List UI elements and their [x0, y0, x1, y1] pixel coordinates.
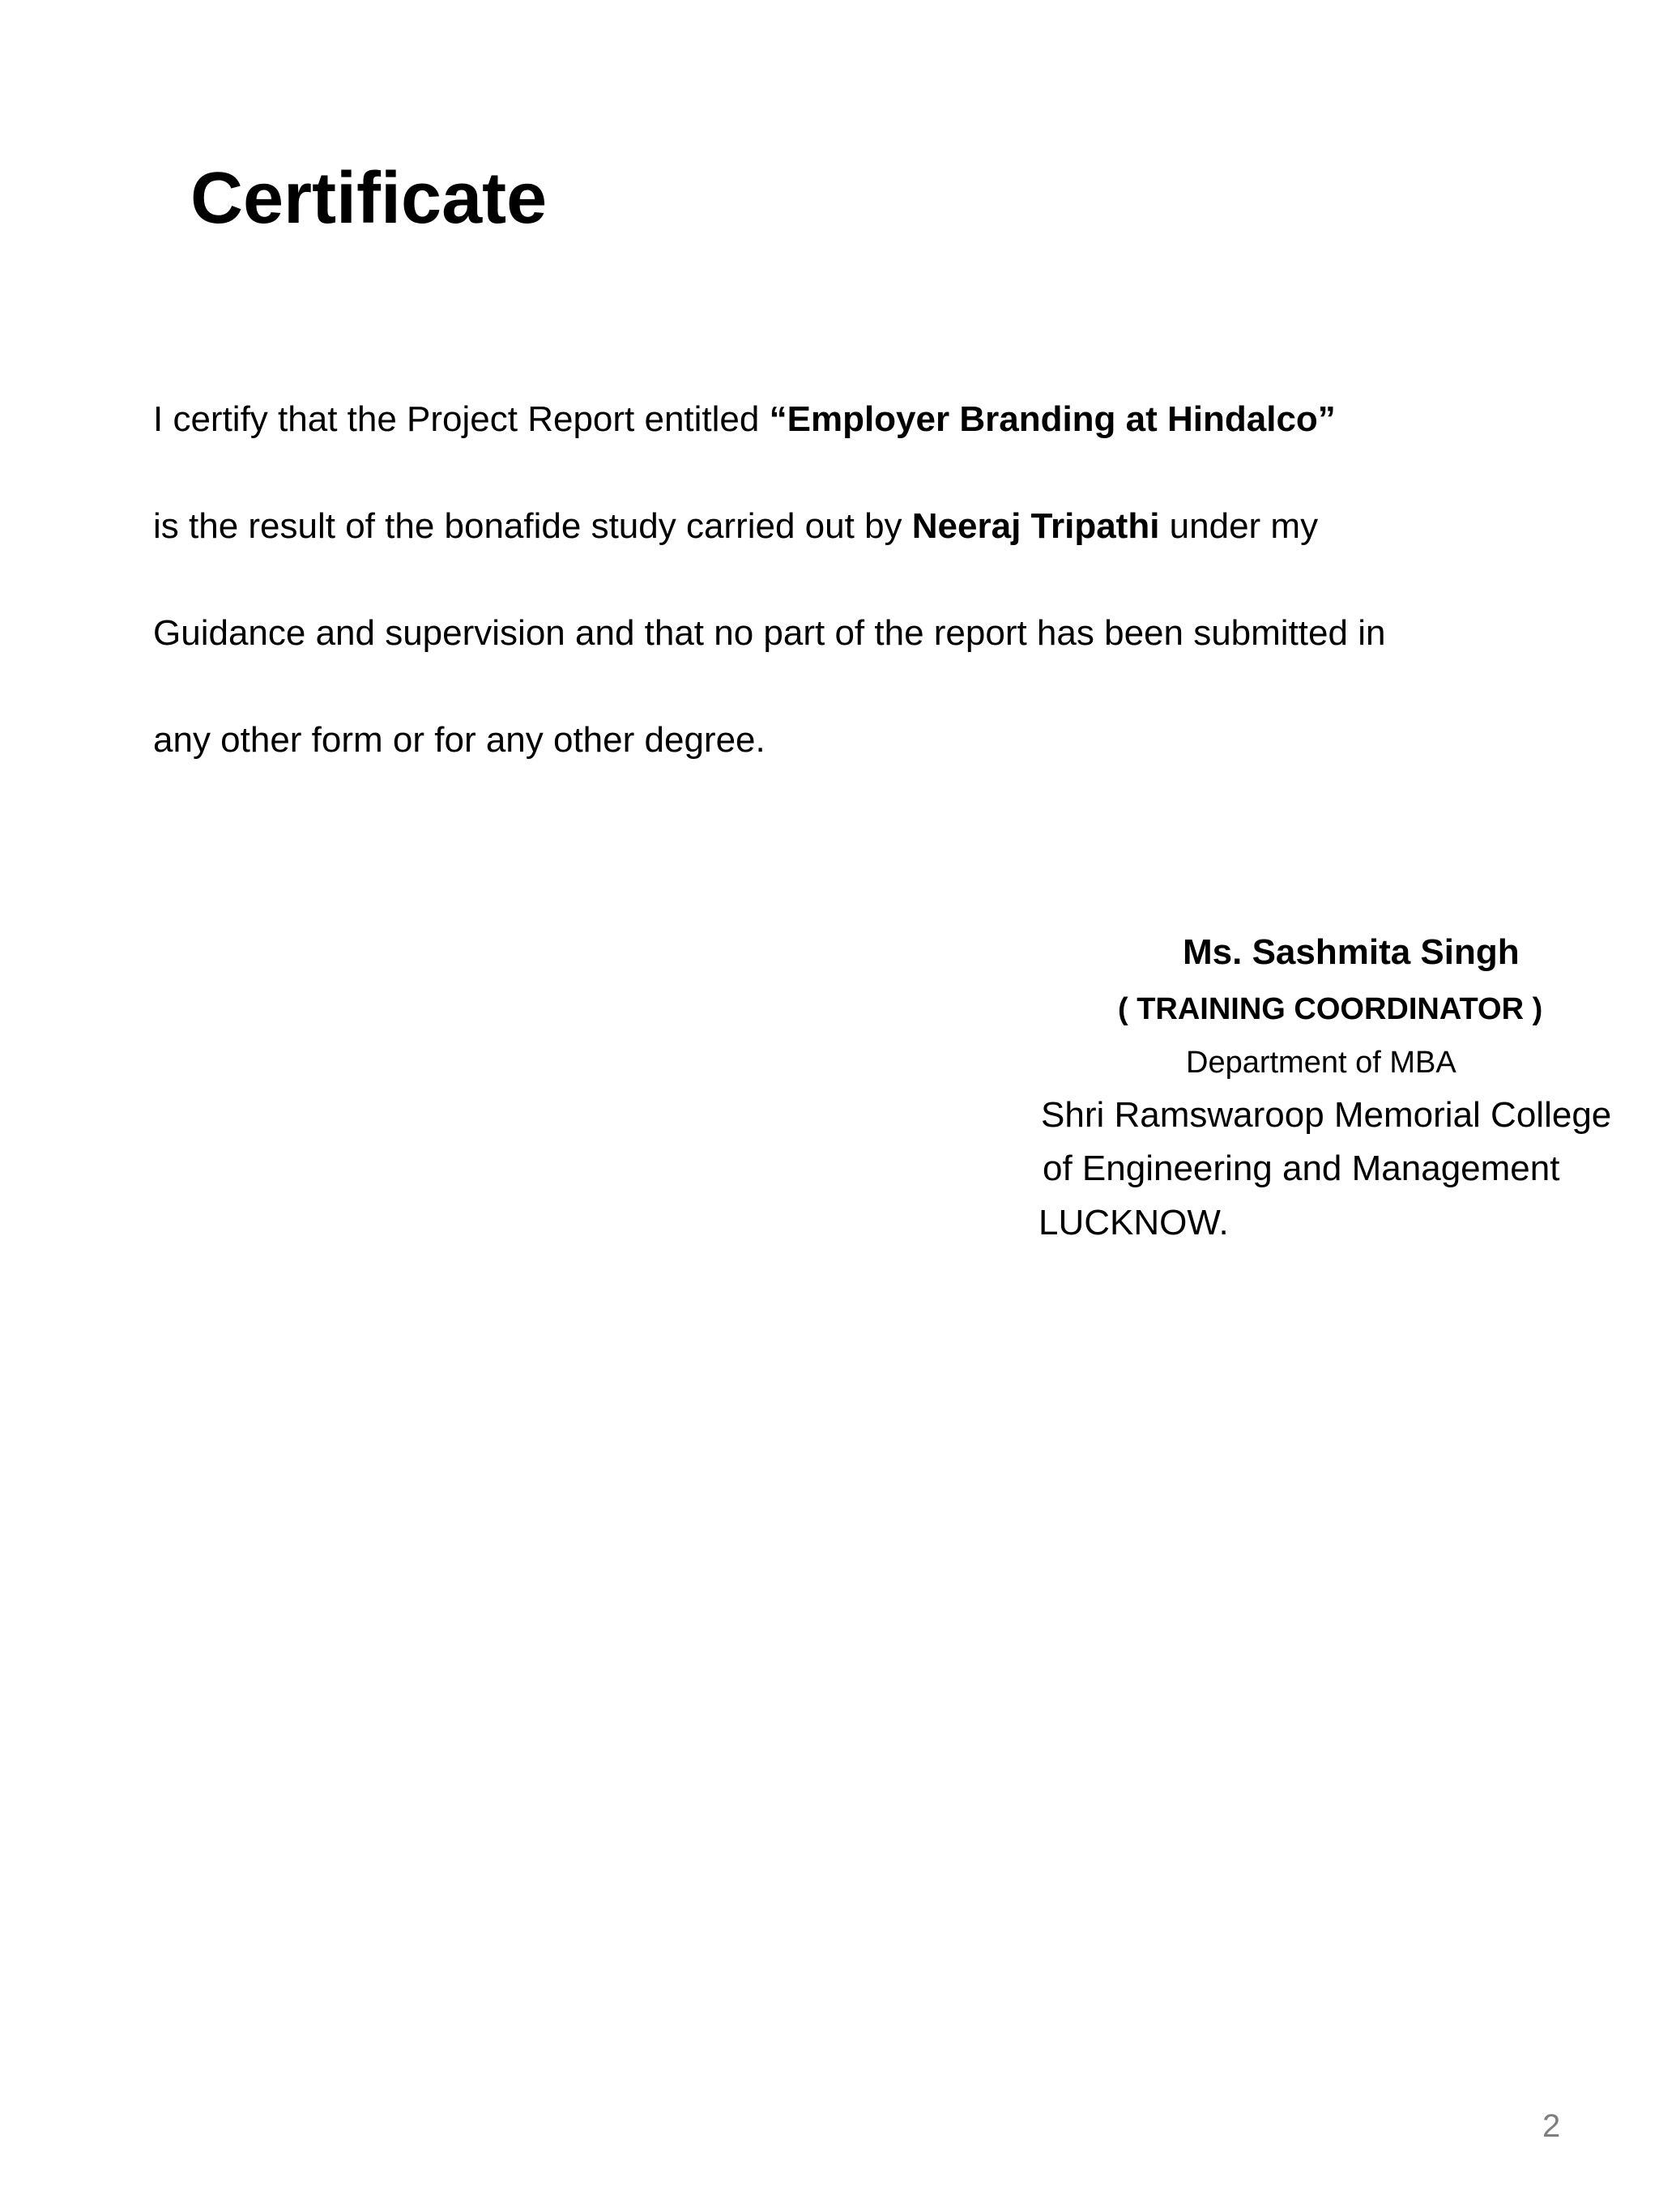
student-name: Neeraj Tripathi [911, 506, 1160, 546]
certificate-line-2 [153, 502, 1318, 551]
signatory-role: ( TRAINING COORDINATOR ) [1118, 992, 1543, 1026]
certificate-line-1 [153, 395, 1336, 444]
line2-text: is the result of the bonafide study carried out by [153, 506, 912, 546]
project-title: “Employer Branding at Hindalco” [769, 399, 1336, 439]
certificate-line-3: Guidance and supervision and that no part of the report has been submitted in [153, 613, 1386, 653]
signatory-name: Ms. Sashmita Singh [1183, 932, 1520, 972]
signatory-department: Department of MBA [1186, 1046, 1456, 1080]
institution-line-2: of Engineering and Management [1043, 1149, 1560, 1188]
line2-tail: under my [1159, 506, 1319, 546]
page-number: 2 [1542, 2108, 1561, 2144]
page-title: Certificate [190, 158, 548, 239]
line1-text: I certify that the Project Report entitled [153, 399, 770, 439]
institution-city: LUCKNOW. [1038, 1203, 1229, 1242]
certificate-line-4: any other form or for any other degree. [153, 720, 766, 760]
institution-line-1: Shri Ramswaroop Memorial College [1041, 1095, 1612, 1135]
